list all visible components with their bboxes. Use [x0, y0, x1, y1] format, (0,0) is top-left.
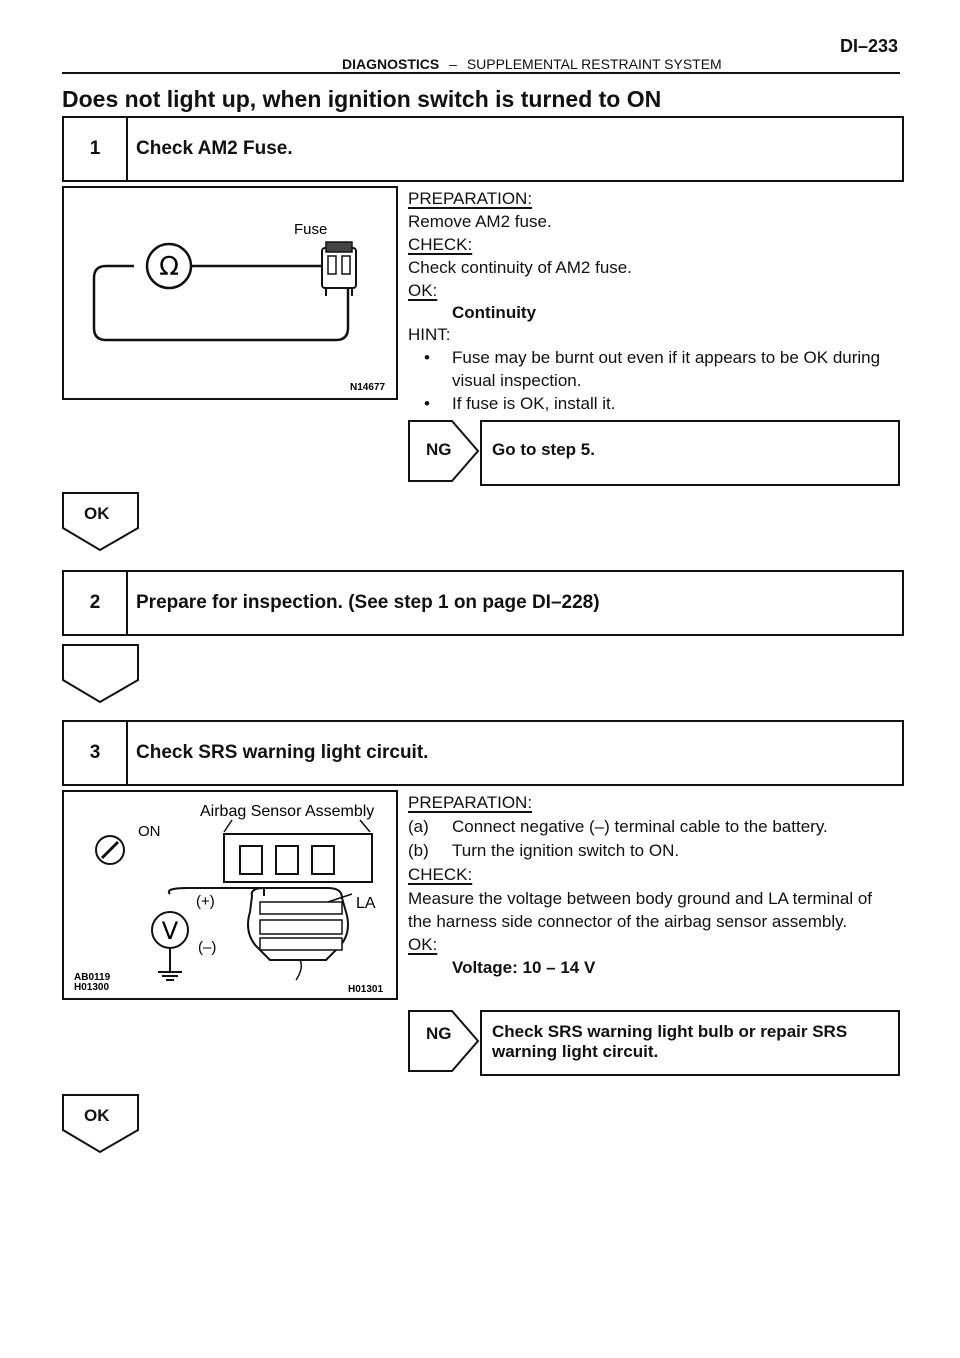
volt-symbol: V: [161, 917, 179, 945]
figure-code-right: H01301: [348, 984, 384, 995]
step3-prep-b-marker: (b): [408, 841, 429, 860]
step3-figure: [62, 790, 398, 1000]
step1-ok-arrow: [62, 492, 140, 552]
step1-preparation: Remove AM2 fuse.: [408, 212, 552, 231]
header-rule: [62, 72, 900, 74]
figure-code-left-1: AB0119: [74, 972, 111, 983]
minus-label: (–): [198, 939, 217, 956]
plus-label: (+): [196, 893, 215, 910]
figure-code-left-2: H01300: [74, 982, 110, 993]
step1-check: Check continuity of AM2 fuse.: [408, 258, 632, 277]
step1-hint-heading: HINT:: [408, 325, 451, 344]
fuse-continuity-diagram: [64, 188, 396, 398]
step1-figure: [62, 186, 398, 400]
step3-preparation-heading: PREPARATION:: [408, 793, 533, 812]
step1-hint-2: If fuse is OK, install it.: [452, 394, 616, 413]
step3-title: Check SRS warning light circuit.: [136, 742, 429, 763]
step1-hint-1: Fuse may be burnt out even if it appears to be OK during: [452, 348, 881, 367]
step3-ok-heading: OK:: [408, 935, 438, 954]
ohm-symbol: Ω: [159, 252, 179, 282]
step3-check-line2: the harness side connector of the airbag sensor assembly.: [408, 912, 848, 931]
step3-ng-action-line2: warning light circuit.: [492, 1042, 659, 1061]
step3-ok-label: OK: [84, 1106, 110, 1125]
step3-ng-action-line1: Check SRS warning light bulb or repair SRS: [492, 1022, 848, 1041]
page-title: Does not light up, when ignition switch is turned to ON: [62, 86, 662, 112]
step1-preparation-heading: PREPARATION:: [408, 189, 533, 208]
step1-ok-value: Continuity: [452, 303, 537, 322]
step3-prep-b: Turn the ignition switch to ON.: [452, 841, 680, 860]
step2-title: Prepare for inspection. (See step 1 on page DI–228): [136, 592, 600, 613]
step2-box: [62, 570, 904, 636]
step1-hint-1-cont: visual inspection.: [452, 371, 582, 390]
ecu-connector-icon: [224, 834, 372, 882]
harness-connector-icon: [248, 888, 348, 960]
page-number: DI–233: [839, 36, 898, 56]
header-subsection: SUPPLEMENTAL RESTRAINT SYSTEM: [466, 56, 722, 72]
step3-ng-label: NG: [426, 1024, 452, 1043]
step1-title: Check AM2 Fuse.: [136, 138, 293, 159]
step3-number: 3: [64, 722, 128, 784]
step1-ng-action-box: [480, 420, 900, 486]
step1-figure-code: N14677: [350, 382, 386, 393]
step3-ng-branch: [408, 1010, 900, 1072]
ignition-key-icon: [96, 836, 124, 864]
fuse-label: Fuse: [294, 221, 328, 238]
step1-check-heading: CHECK:: [408, 235, 473, 254]
step1-ok-label: OK: [84, 504, 110, 523]
step1-ok-heading: OK:: [408, 281, 438, 300]
header: [342, 56, 722, 72]
voltmeter-icon: [152, 912, 188, 948]
header-dash: –: [449, 56, 457, 72]
step3-ng-action-box: [480, 1010, 900, 1076]
assembly-label: Airbag Sensor Assembly: [200, 803, 375, 820]
hint-bullet: •: [424, 394, 430, 413]
step2-number: 2: [64, 572, 128, 634]
warning-light-circuit-diagram: [64, 792, 396, 998]
step3-ok-value: Voltage: 10 – 14 V: [452, 958, 596, 977]
step1-number: 1: [64, 118, 128, 180]
hint-bullet: •: [424, 348, 430, 367]
step1-box: [62, 116, 904, 182]
step3-box: [62, 720, 904, 786]
la-label: LA: [356, 895, 376, 912]
step3-prep-a-marker: (a): [408, 817, 429, 836]
fuse-icon: [322, 242, 356, 296]
header-section: DIAGNOSTICS: [342, 56, 440, 72]
down-arrow-icon: [62, 644, 140, 704]
step2-arrow: [62, 644, 140, 704]
step1-ng-action: Go to step 5.: [492, 440, 595, 459]
step3-ok-arrow: [62, 1094, 140, 1154]
on-label: ON: [138, 823, 161, 840]
step1-ng-label: NG: [426, 440, 452, 459]
step1-ng-branch: [408, 420, 900, 482]
step3-check-line1: Measure the voltage between body ground and LA terminal of: [408, 889, 873, 908]
step3-check-heading: CHECK:: [408, 865, 473, 884]
step3-prep-a: Connect negative (–) terminal cable to the battery.: [452, 817, 828, 836]
